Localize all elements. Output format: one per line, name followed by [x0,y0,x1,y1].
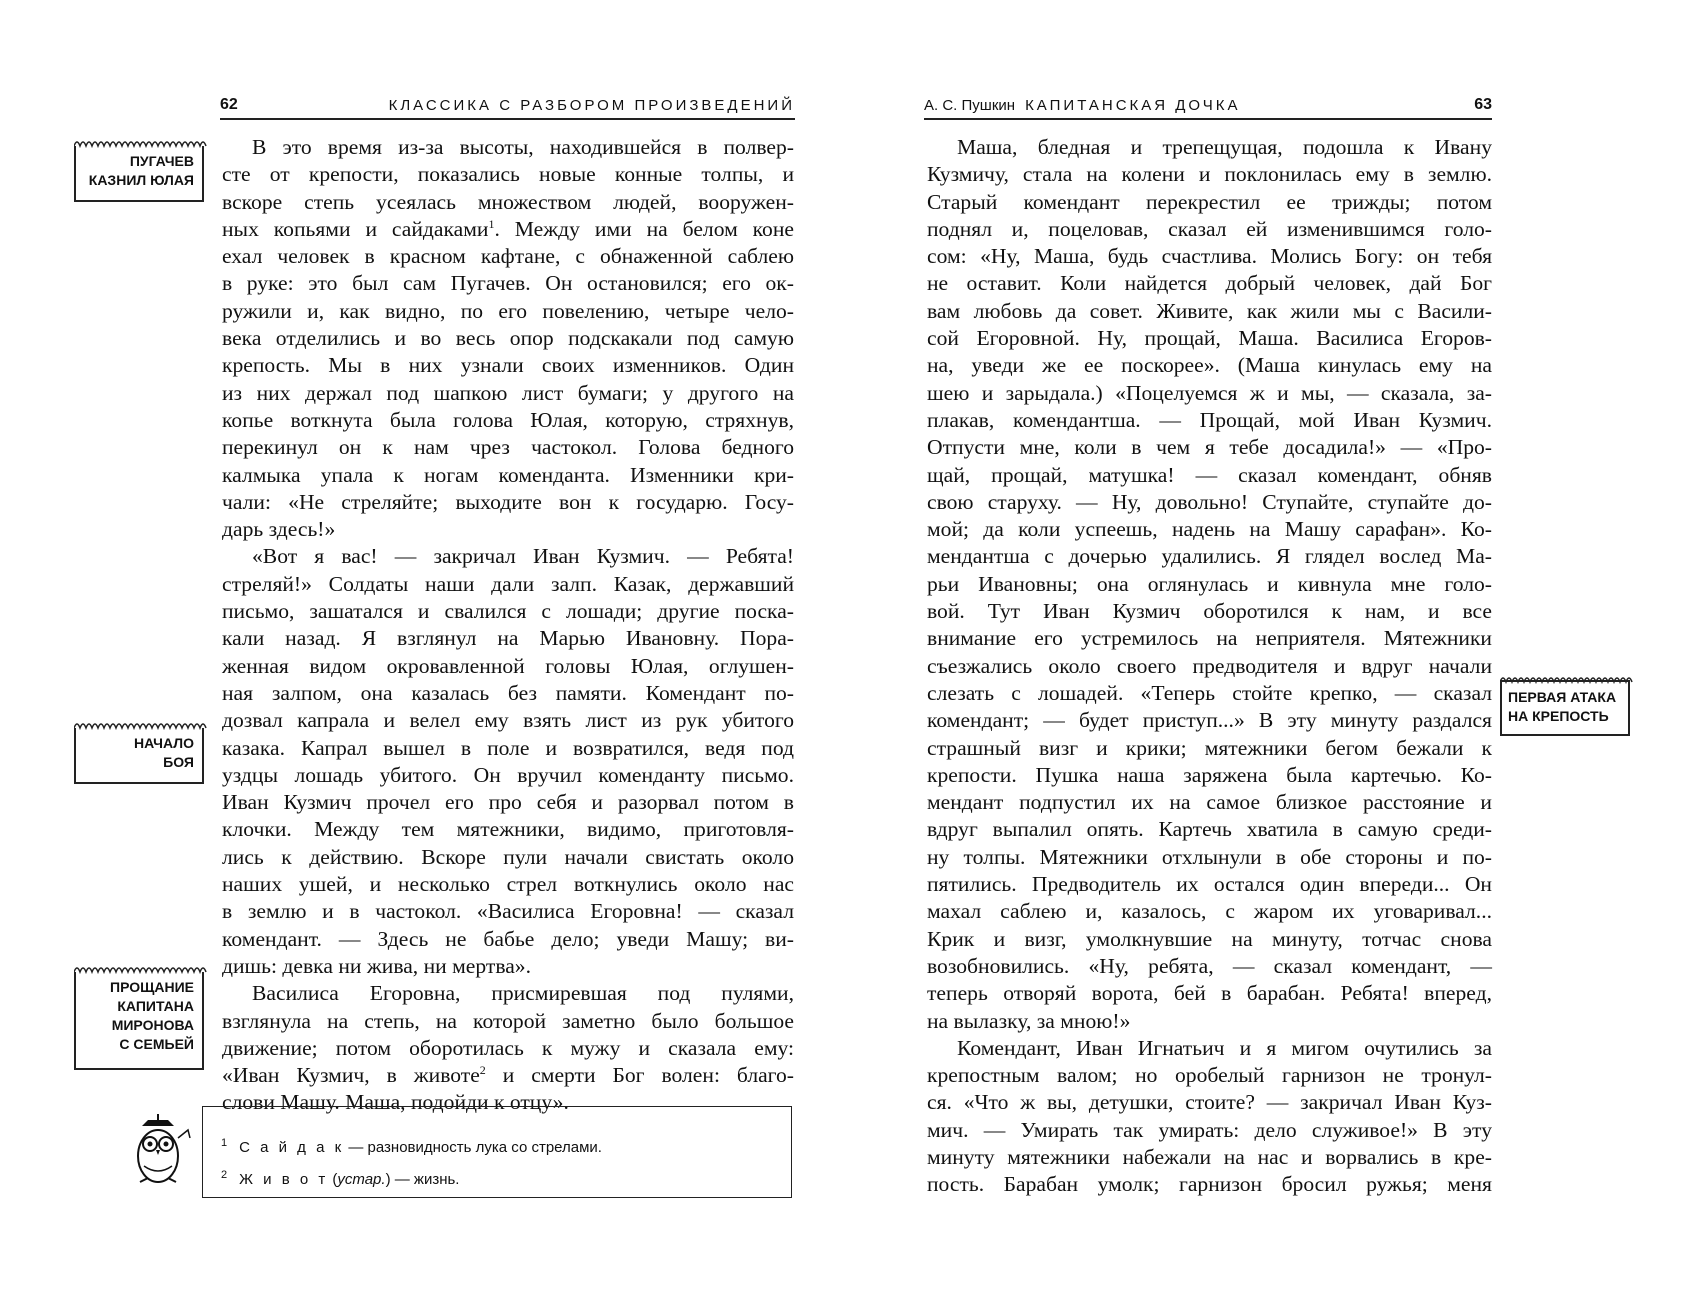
text-line: махал саблею и, казалось, с жаром их уговаривал... [927,899,1492,924]
text-line: уздцы лошадь убитого. Он вручил коменданту письмо. [222,762,794,787]
text-line: поднял и, поцеловав, сказал ей изменившимся голо- [927,216,1492,241]
footnote-italic: устар. [337,1171,386,1188]
footnote-text: — разновидность лука со стрелами. [344,1139,602,1156]
text-line: мич. — Умирать так умирать: дело служивое!» В эту [927,1117,1492,1142]
text-line: Василиса Егоровна, присмиревшая под пулями, [252,981,794,1006]
text-line: комендант. — Здесь не бабье дело; уведи Машу; ви- [222,926,794,951]
wavy-edge-icon [74,138,208,148]
margin-note-pugachev [74,146,204,202]
text-line: Кузмичу, стала на колени и поклонилась ему в землю. [927,162,1492,187]
text-line: клочки. Между тем мятежники, видимо, приготовля- [222,817,794,842]
right-page-header [924,92,1492,120]
footnote-text: ) — жизнь. [385,1171,460,1188]
wavy-edge-icon [74,964,208,974]
text-line: не оставит. Коли найдется добрый человек, дай Бог [927,271,1492,296]
text-line: «Вот я вас! — закричал Иван Кузмич. — Ребята! [252,544,794,569]
text-line: вскоре степь усеялась множеством людей, вооружен- [222,189,794,214]
owl-icon [118,1108,198,1188]
text-line: Иван Кузмич прочел его про себя и разорвал потом в [222,790,794,815]
text-line: мой; да коли успеешь, надень на Машу сарафан». Ко- [927,517,1492,542]
text-line: сом: «Ну, Маша, будь счастлива. Молись Богу: он тебя [927,244,1492,269]
text-line: копье воткнута была голова Юлая, которую, стряхнув, [222,407,794,432]
text-line: письмо, зашатался и свалился с лошади; другие поска- [222,599,794,624]
running-title-right: КАПИТАНСКАЯ ДОЧКА [1025,96,1241,114]
note-line: ПРОЩАНИЕ [110,979,194,995]
note-line: КАЗНИЛ ЮЛАЯ [88,172,194,188]
text-line: ружили и, как видно, по его повелению, четыре чело- [222,298,794,323]
margin-note-first-attack [1500,680,1630,736]
running-title-left: КЛАССИКА С РАЗБОРОМ ПРОИЗВЕДЕНИЙ [388,96,795,114]
text-line: века отделились и во весь опор подскакали под самую [222,326,794,351]
text-line: казака. Капрал вышел в поле и возвратился, ведя под [222,735,794,760]
text-line: ся. «Что ж вы, детушки, стоите? — закричал Иван Куз- [927,1090,1492,1115]
text-line: плакав, комендантша. — Прощай, мой Иван Кузмич. [927,407,1492,432]
text-line: слови Машу. Маша, подойди к отцу». [222,1090,569,1115]
note-line: ПЕРВАЯ АТАКА [1508,689,1617,705]
text-line: сой Егоровной. Ну, прощай, Маша. Василиса Егоров- [927,326,1492,351]
text-line: дозвал капрала и велел ему взять лист из рук убитого [222,708,794,733]
note-line: ПУГАЧЕВ [129,153,194,169]
note-line: НАЧАЛО [134,735,194,751]
text-line: лись к действию. Вскоре пули начали свистать около [222,844,794,869]
text-line: на вылазку, за мною!» [927,1008,1131,1033]
text-line: в землю и в частокол. «Василиса Егоровна! — сказал [222,899,794,924]
note-line: МИРОНОВА [111,1017,194,1033]
text-line: возобновились. «Ну, ребята, — сказал комендант, — [927,953,1492,978]
text-line: комендант; — будет приступ...» В эту минуту раздался [927,708,1492,733]
margin-note-farewell [74,972,204,1070]
text-line: минуту мятежники набежали на нас и ворвались в кре- [927,1144,1492,1169]
page-number-left: 62 [220,96,238,113]
text-line: щай, прощай, матушка! — сказал комендант, обняв [927,462,1492,487]
footnote-paren: ( [328,1171,338,1188]
text-line: женная видом окровавленной головы Юлая, оглушен- [222,653,794,678]
text-line: перекинул он к нам чрез частокол. Голова бедного [222,435,794,460]
text-line: Маша, бледная и трепещущая, подошла к Ивану [957,135,1492,159]
text-line: «Иван Кузмич, в животе$^2$ и смерти Бог волен: благо- [222,1062,794,1088]
text-line: вдруг выпалил опять. Картечь хватила в самую среди- [927,817,1492,842]
text-line: ных копьями и сайдаками$^1$. Между ими на белом коне [222,216,794,241]
footnote-ref: 2 [479,1062,486,1077]
text-line: ну толпы. Мятежники отхлынули в обе стороны и по- [927,844,1492,869]
left-page-header [220,92,795,120]
text-line: наших ушей, и несколько стрел воткнулись около нас [222,872,794,897]
text-line: пость. Барабан умолк; гарнизон бросил ружья; меня [927,1172,1492,1197]
right-page-body [927,134,1492,1199]
text-line: шею и зарыдала.) «Поцелуемся ж и мы, — сказала, за- [927,380,1492,405]
text-line: Старый комендант перекрестил ее трижды; потом [927,189,1492,214]
note-line: НА КРЕПОСТЬ [1508,708,1609,724]
text-line: кали назад. Я взглянул на Марью Ивановну. Пора- [222,626,794,651]
footnote-1 [221,1137,602,1156]
text-line: свою старуху. — Ну, довольно! Ступайте, ступайте до- [927,489,1492,514]
text-line: стреляй!» Солдаты наши дали залп. Казак, державший [222,571,794,596]
text-line: взглянула на степь, на которой заметно было большое [222,1008,794,1033]
footnote-term: Ж и в о т [239,1171,329,1188]
footnote-ref: 1 [488,216,495,231]
text-line: теперь отворяй ворота, бей в барабан. Ребята! вперед, [927,981,1492,1006]
text-line: чали: «Не стреляйте; выходите вон к государю. Госу- [222,489,794,514]
text-line: ная залпом, она казалась без памяти. Комендант по- [222,680,794,705]
note-line: БОЯ [163,754,194,770]
note-line: С СЕМЬЕЙ [119,1036,194,1052]
text-line: Отпусти мне, коли в чем я тебе досадила!» — «Про- [927,435,1492,460]
footnote-mark: 1 [221,1137,228,1149]
text-line: крепостным валом; но оробелый гарнизон не тронул- [927,1063,1492,1088]
note-line: КАПИТАНА [117,998,194,1014]
text-line: сте от крепости, показались новые конные толпы, и [222,162,794,187]
wavy-edge-icon [1500,674,1634,684]
text-line: в руке: это был сам Пугачев. Он остановился; его ок- [222,271,794,296]
text-line: ехал человек в красном кафтане, с обнаженной саблею [222,244,794,269]
text-line: калмыка упала к ногам коменданта. Изменники кри- [222,462,794,487]
text-line: внимание его устремилось на неприятеля. Мятежники [927,626,1492,651]
text-line: Крик и визг, умолкнувшие на минуту, тотчас снова [927,926,1492,951]
text-line: В это время из-за высоты, находившейся в полвер- [252,135,794,159]
left-page-body [222,134,794,1117]
text-line: мендантша с дочерью удалились. Я глядел вослед Ма- [927,544,1492,569]
footnote-mark: 2 [221,1169,228,1181]
text-line: движение; потом оборотилась к мужу и сказала ему: [222,1035,794,1060]
text-line: мендант подпустил их на самое близкое расстояние и [927,790,1492,815]
text-line: из них держал под шапкою лист бумаги; у другого на [222,380,794,405]
text-line: вам любовь да совет. Живите, как жили мы с Васили- [927,298,1492,323]
margin-note-battle-start [74,728,204,784]
text-line: вой. Тут Иван Кузмич оборотился к нам, и все [927,599,1492,624]
text-line: на, уведи же ее поскорее». (Маша кинулась ему на [927,353,1492,378]
text-line: крепость. Мы в них узнали своих изменников. Один [222,353,794,378]
text-line: рьи Ивановны; она оглянулась и кивнула мне голо- [927,571,1492,596]
text-line: Комендант, Иван Игнатьич и я мигом очутились за [957,1035,1492,1060]
footnote-term: С а й д а к [239,1139,345,1156]
text-line: пятились. Предводитель их остался один впереди... Он [927,872,1492,897]
text-line: страшный визг и крики; мятежники бегом бежали к [927,735,1492,760]
text-line: дишь: девка ни жива, ни мертва». [222,953,532,978]
text-line: съезжались около своего предводителя и вдруг начали [927,653,1492,678]
page-number-right: 63 [1474,96,1492,113]
text-line: дарь здесь!» [222,517,336,542]
wavy-edge-icon [74,720,208,730]
author-name: А. С. Пушкин [924,96,1016,114]
footnote-2 [221,1169,459,1188]
footnotes-box [202,1106,792,1198]
text-line: крепости. Пушка наша заряжена была картечью. Ко- [927,762,1492,787]
text-line: слезать с лошадей. «Теперь стойте крепко, — сказал [927,680,1492,705]
